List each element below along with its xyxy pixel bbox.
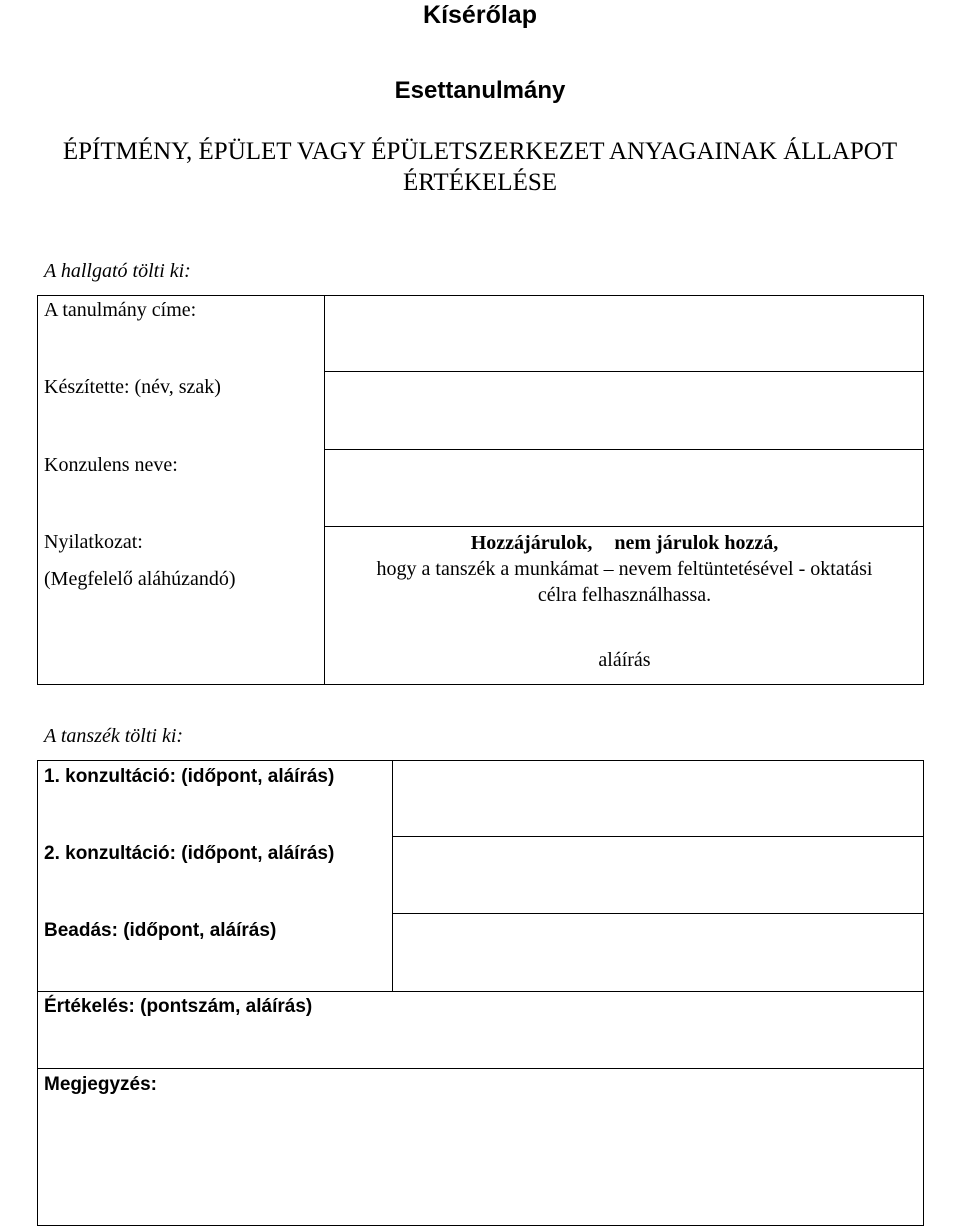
department-row-divider-3 <box>37 991 924 992</box>
student-row-divider-1 <box>324 371 924 372</box>
consultation1-label: 1. konzultáció: (időpont, aláírás) <box>44 766 335 787</box>
declaration-hint: (Megfelelő aláhúzandó) <box>44 568 236 590</box>
consultation1-field[interactable] <box>394 762 923 835</box>
advisor-label: Konzulens neve: <box>44 454 178 476</box>
study-title-field[interactable] <box>326 297 923 370</box>
page-subtitle: Esettanulmány <box>394 77 566 104</box>
consultation2-label: 2. konzultáció: (időpont, aláírás) <box>44 843 335 864</box>
department-row-divider-4 <box>37 1068 924 1069</box>
student-section-label: A hallgató tölti ki: <box>44 260 191 282</box>
notes-field[interactable] <box>38 1098 923 1224</box>
department-row-divider-1 <box>392 836 924 837</box>
evaluation-field[interactable] <box>38 1020 923 1067</box>
document-heading-line2: ÉRTÉKELÉSE <box>402 169 558 196</box>
consent-no-option[interactable]: nem járulok hozzá, <box>614 532 779 554</box>
consent-text-line1: hogy a tanszék a munkámat – nevem feltüntetésével - oktatási <box>376 558 873 580</box>
consent-text-line2: célra felhasználhassa. <box>537 584 712 606</box>
student-table-divider <box>324 295 325 685</box>
author-label: Készítette: (név, szak) <box>44 376 221 398</box>
declaration-label: Nyilatkozat: <box>44 531 143 553</box>
document-heading-line1: ÉPÍTMÉNY, ÉPÜLET VAGY ÉPÜLETSZERKEZET ANYAGAINAK ÁLLAPOT <box>62 138 898 165</box>
evaluation-label: Értékelés: (pontszám, aláírás) <box>44 996 313 1017</box>
submission-label: Beadás: (időpont, aláírás) <box>44 920 277 941</box>
student-row-divider-2 <box>324 449 924 450</box>
author-field[interactable] <box>326 373 923 448</box>
advisor-field[interactable] <box>326 451 923 525</box>
consultation2-field[interactable] <box>394 838 923 912</box>
consent-yes-option[interactable]: Hozzájárulok, <box>470 532 593 554</box>
student-row-divider-3 <box>324 526 924 527</box>
page-title: Kísérőlap <box>423 1 537 29</box>
consent-statement <box>326 530 923 608</box>
signature-label: aláírás <box>598 649 651 671</box>
department-row-divider-2 <box>392 913 924 914</box>
submission-field[interactable] <box>394 915 923 990</box>
study-title-label: A tanulmány címe: <box>44 299 197 321</box>
department-table-divider <box>392 760 393 991</box>
document-heading <box>0 136 960 198</box>
notes-label: Megjegyzés: <box>44 1074 157 1095</box>
department-section-label: A tanszék tölti ki: <box>44 725 184 747</box>
consent-options <box>326 530 923 556</box>
